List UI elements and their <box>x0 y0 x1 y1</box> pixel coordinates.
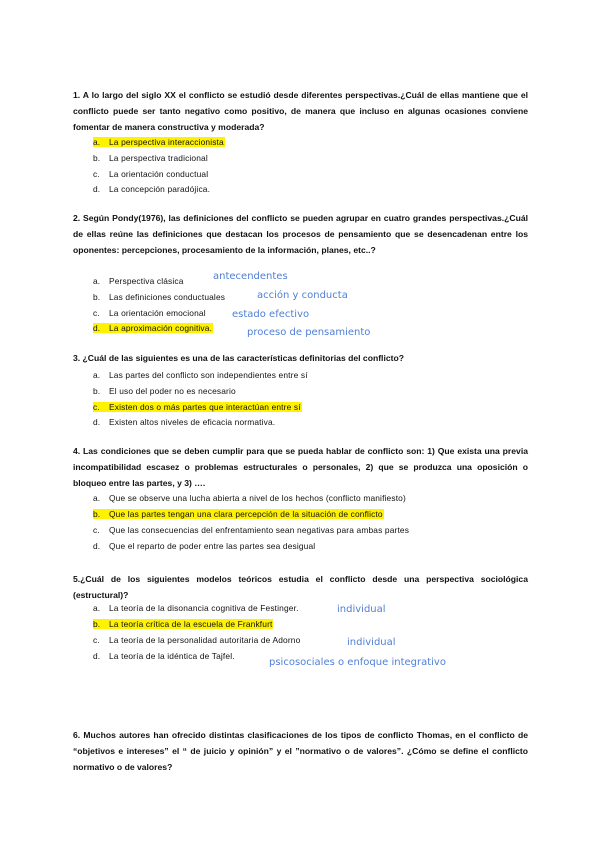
question-2-option-d <box>93 322 213 335</box>
option-text: Las partes del conflicto son independientes entre sí <box>109 370 308 380</box>
handwritten-note: psicosociales o enfoque integrativo <box>269 657 446 668</box>
option-text: La teoría crítica de la escuela de Frankfurt <box>109 619 273 629</box>
option-text: La perspectiva interaccionista <box>109 137 224 147</box>
question-4-option-d <box>93 540 315 553</box>
question-2-text: 2. Según Pondy(1976), las definiciones del conflicto se pueden agrupar en cuatro grandes perspectivas.¿Cuál de ellas reúne las definiciones que destacan los procesos de pensamiento que se desencadenan entre los oponentes: percepciones, procesamiento de la información, planes, etc..? <box>73 213 528 255</box>
option-text: Existen dos o más partes que interactúan entre sí <box>109 402 301 412</box>
option-letter: b. <box>93 619 101 629</box>
question-1-option-c <box>93 168 208 181</box>
question-3-option-c <box>93 401 302 414</box>
question-2-option-c <box>93 307 206 320</box>
question-5-option-a <box>93 602 299 615</box>
option-text: Que las partes tengan una clara percepción de la situación de conflicto <box>109 509 383 519</box>
question-3-option-d <box>93 416 275 429</box>
question-3-text: 3. ¿Cuál de las siguientes es una de las características definitorias del conflicto? <box>73 353 404 363</box>
handwritten-note: acción y conducta <box>257 290 348 301</box>
question-5-option-c <box>93 634 300 647</box>
option-text: Perspectiva clásica <box>109 276 184 286</box>
question-5-text: 5.¿Cuál de los siguientes modelos teóricos estudia el conflicto desde una perspectiva sociológica (estructural)? <box>73 574 528 600</box>
question-2-option-a <box>93 275 184 288</box>
option-text: La concepción paradójica. <box>109 184 211 194</box>
option-letter: c. <box>93 402 100 412</box>
option-letter: d. <box>93 323 101 333</box>
option-text: Que las consecuencias del enfrentamiento sean negativas para ambas partes <box>109 525 410 535</box>
question-4-option-b <box>93 508 384 521</box>
option-letter: a. <box>93 493 101 503</box>
handwritten-note: individual <box>347 637 396 648</box>
option-text: La teoría de la personalidad autoritaria de Adorno <box>109 635 301 645</box>
question-6-text: 6. Muchos autores han ofrecido distintas clasificaciones de los tipos de conflicto Thomas, en el conflicto de “objetivos e intereses” el “ de juicio y opinión” y el ”normativo o de valores”. ¿Cómo se define el conflicto normativo o de valores? <box>73 730 528 772</box>
question-2-option-b <box>93 291 225 304</box>
option-letter: c. <box>93 635 100 645</box>
question-1-text: 1. A lo largo del siglo XX el conflicto se estudió desde diferentes perspectivas.¿Cuál de ellas mantiene que el conflicto puede ser tanto negativo como positivo, de manera que incluso en algunas ocasiones conviene fomentar de manera constructiva y moderada? <box>73 90 528 132</box>
option-letter: d. <box>93 417 101 427</box>
question-4-text: 4. Las condiciones que se deben cumplir para que se pueda hablar de conflicto son: 1) Que exista una previa incompatibilidad escasez o problemas estructurales o personales, 2) que se produzca una oposición o bloqueo entre las partes, y 3) …. <box>73 446 528 488</box>
option-letter: d. <box>93 184 101 194</box>
option-text: La orientación emocional <box>109 308 206 318</box>
option-letter: b. <box>93 386 101 396</box>
option-text: La teoría de la disonancia cognitiva de Festinger. <box>109 603 299 613</box>
option-text: La orientación conductual <box>109 169 209 179</box>
option-letter: c. <box>93 525 100 535</box>
question-1-option-b <box>93 152 208 165</box>
option-text: Las definiciones conductuales <box>109 292 226 302</box>
option-text: Que se observe una lucha abierta a nivel de los hechos (conflicto manifiesto) <box>109 493 406 503</box>
question-1-option-d <box>93 183 210 196</box>
option-letter: d. <box>93 651 101 661</box>
option-text: La aproximación cognitiva. <box>109 323 213 333</box>
option-letter: b. <box>93 509 101 519</box>
option-text: Existen altos niveles de eficacia normativa. <box>109 417 276 427</box>
option-text: El uso del poder no es necesario <box>109 386 236 396</box>
option-letter: a. <box>93 276 101 286</box>
handwritten-note: individual <box>337 604 386 615</box>
option-letter: a. <box>93 603 101 613</box>
question-4-option-c <box>93 524 409 537</box>
question-1-option-a <box>93 136 225 149</box>
question-5-option-b <box>93 618 273 631</box>
option-letter: b. <box>93 292 101 302</box>
option-text: La teoría de la idéntica de Tajfel. <box>109 651 235 661</box>
option-letter: c. <box>93 169 100 179</box>
handwritten-note: antecendentes <box>213 271 288 282</box>
option-letter: a. <box>93 370 101 380</box>
option-letter: a. <box>93 137 101 147</box>
option-text: La perspectiva tradicional <box>109 153 208 163</box>
handwritten-note: proceso de pensamiento <box>247 327 371 338</box>
option-letter: d. <box>93 541 101 551</box>
question-3-option-a <box>93 369 308 382</box>
question-4-option-a <box>93 492 406 505</box>
option-letter: c. <box>93 308 100 318</box>
option-text: Que el reparto de poder entre las partes sea desigual <box>109 541 316 551</box>
question-5-option-d <box>93 650 235 663</box>
question-3-option-b <box>93 385 236 398</box>
handwritten-note: estado efectivo <box>232 309 310 320</box>
option-letter: b. <box>93 153 101 163</box>
